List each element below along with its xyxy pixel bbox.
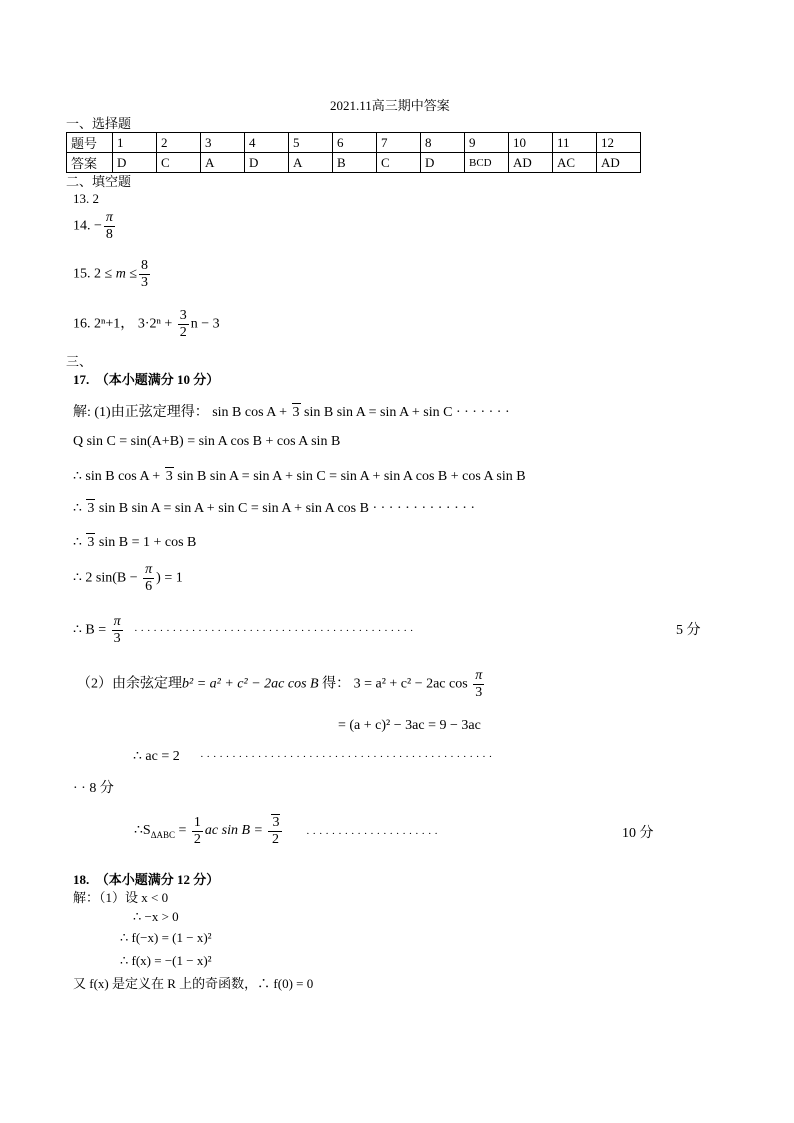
q17-header: 17. （本小题满分 10 分） <box>73 372 220 387</box>
formula: = <box>175 823 190 839</box>
formula: sin B sin A = sin A + sin C <box>300 405 453 420</box>
q14-line <box>73 210 117 243</box>
leader-dots: · · · · · · · · · · · · · <box>372 501 476 516</box>
fraction-numerator: π <box>145 562 153 577</box>
table-header-cell: 答案 <box>67 153 113 173</box>
formula: ∴ <box>73 535 86 550</box>
fraction <box>143 562 154 595</box>
part2-label: （2）由余弦定理 <box>77 676 182 692</box>
fraction <box>112 614 123 647</box>
fraction-numerator: π <box>113 614 121 629</box>
q17-line-4 <box>73 499 475 518</box>
sqrt-radical: 3 <box>165 469 173 484</box>
q16-line <box>73 308 220 341</box>
table-cell: 6 <box>333 133 377 153</box>
table-cell: AD <box>597 153 641 173</box>
formula: sin B sin A = sin A + sin C = sin A + sin A cos B <box>95 501 369 516</box>
formula: sin B sin A = sin A + sin C = sin A + sin A cos B + cos A sin B <box>173 469 526 484</box>
q17-line-9: = (a + c)² − 3ac = 9 − 3ac <box>338 718 481 733</box>
formula: ) = 1 <box>156 570 183 586</box>
table-row-answers <box>67 153 641 173</box>
solution-label: 解: (1)由正弦定理得： <box>73 405 209 420</box>
q17-line-3 <box>73 467 526 486</box>
score-label: 10 分 <box>622 826 654 841</box>
subscript: ΔABC <box>150 830 175 841</box>
q17-line-7 <box>73 614 125 647</box>
table-cell: 10 <box>509 133 553 153</box>
formula: ∴ <box>73 501 86 516</box>
formula: ∴S <box>134 823 151 839</box>
fraction-denominator: 2 <box>179 325 187 340</box>
fraction-denominator: 3 <box>113 631 121 646</box>
sqrt-radical: 3 <box>87 501 95 516</box>
q17-line-1 <box>73 403 510 422</box>
fraction <box>192 815 203 848</box>
sqrt-radical: 3 <box>272 815 280 830</box>
q15-variable: m <box>115 266 126 282</box>
part2-get: 得： <box>318 676 351 692</box>
table-cell: C <box>157 153 201 173</box>
table-cell: C <box>377 153 421 173</box>
table-cell: A <box>289 153 333 173</box>
fraction-numerator: 8 <box>141 258 148 273</box>
q17-line-10: ∴ ac = 2 <box>133 749 180 764</box>
q17-part2-line <box>77 668 486 701</box>
q15-line <box>73 258 152 291</box>
q16-fraction <box>178 308 189 341</box>
score-label: 5 分 <box>676 623 701 638</box>
section-heading-fill: 二、填空题 <box>66 174 132 189</box>
leader-dots: · · · · · · · <box>455 405 510 420</box>
table-cell: D <box>113 153 157 173</box>
table-cell: 12 <box>597 133 641 153</box>
fraction-numerator <box>268 814 282 832</box>
section-heading-solutions: 三、 <box>66 354 93 369</box>
q18-line-5: 又 f(x) 是定义在 R 上的奇函数，∴ f(0) = 0 <box>73 976 314 991</box>
fraction <box>473 668 484 701</box>
table-cell: 9 <box>465 133 509 153</box>
q18-line-3: ∴ f(−x) = (1 − x)² <box>120 930 212 945</box>
fraction-denominator: 2 <box>193 831 201 847</box>
table-row-numbers <box>67 133 641 153</box>
q18-line-2: ∴ −x > 0 <box>133 909 179 924</box>
q16-answer-1: 2ⁿ+1， <box>94 316 135 332</box>
table-cell: 7 <box>377 133 421 153</box>
sqrt-radical: 3 <box>87 535 95 550</box>
q14-sign: − <box>94 218 102 234</box>
fraction-denominator: 8 <box>105 227 113 242</box>
table-cell: D <box>421 153 465 173</box>
fraction-numerator: π <box>475 668 483 683</box>
formula: sin B cos A + <box>212 405 291 420</box>
table-cell: 3 <box>201 133 245 153</box>
leader-dots: · · · · · · · · · · · · · · · · · · · · · · · · · · · · · · · · · · · · · · · · · · · · · · <box>200 751 493 763</box>
table-cell: 11 <box>553 133 597 153</box>
section-heading-choice: 一、选择题 <box>66 116 132 131</box>
table-cell: AD <box>509 153 553 173</box>
fraction-numerator: 3 <box>179 308 187 323</box>
q18-header: 18. （本小题满分 12 分） <box>73 872 220 887</box>
fraction <box>268 814 282 848</box>
table-cell: 8 <box>421 133 465 153</box>
formula: sin B = 1 + cos B <box>95 535 197 550</box>
formula: ac sin B = <box>204 823 267 839</box>
formula: 3 = a² + c² − 2ac cos <box>353 676 472 692</box>
fraction-numerator: 1 <box>193 814 201 830</box>
leader-dots: · · · · · · · · · · · · · · · · · · · · · · · · · · · · · · · · · · · · · · · · · · · · <box>134 625 414 637</box>
q17-line-11: · · 8 分 <box>73 781 114 796</box>
table-cell: 5 <box>289 133 333 153</box>
q17-line-2: Q sin C = sin(A+B) = sin A cos B + cos A sin B <box>73 434 341 449</box>
q14-number: 14. <box>73 218 91 234</box>
q14-fraction <box>104 210 115 243</box>
table-cell: A <box>201 153 245 173</box>
table-cell: AC <box>553 153 597 173</box>
formula: ∴ sin B cos A + <box>73 469 164 484</box>
table-cell: 1 <box>113 133 157 153</box>
answer-table <box>66 132 641 173</box>
q16-answer-2b: n − 3 <box>190 316 220 332</box>
fraction-denominator: 3 <box>475 685 483 700</box>
table-header-cell: 题号 <box>67 133 113 153</box>
leader-dots: · · · · · · · · · · · · · · · · · · · · · <box>306 828 438 840</box>
fraction-denominator: 3 <box>141 275 148 290</box>
formula: b² = a² + c² − 2ac cos B <box>182 676 319 692</box>
fraction-denominator: 2 <box>271 832 279 847</box>
sqrt-radical: 3 <box>292 405 300 420</box>
q17-line-6 <box>73 562 183 595</box>
q18-line-4: ∴ f(x) = −(1 − x)² <box>120 953 212 968</box>
q13-number: 13. <box>73 191 90 206</box>
fraction-denominator: 6 <box>145 579 153 594</box>
q18-line-1: 解：（1）设 x < 0 <box>73 890 169 905</box>
table-cell: B <box>333 153 377 173</box>
fraction-numerator: π <box>105 210 113 225</box>
q16-number: 16. <box>73 316 91 332</box>
table-cell: BCD <box>465 153 509 173</box>
document-title: 2021.11高三期中答案 <box>330 98 450 113</box>
table-cell: 4 <box>245 133 289 153</box>
q15-lead: 2 ≤ <box>94 266 116 282</box>
q15-fraction <box>139 258 150 291</box>
q17-line-5 <box>73 533 196 552</box>
q13-line <box>73 191 99 207</box>
table-cell: D <box>245 153 289 173</box>
q16-answer-2a: 3·2ⁿ + <box>137 316 176 332</box>
formula: ∴ B = <box>73 622 110 638</box>
q15-number: 15. <box>73 266 91 282</box>
q13-answer: 2 <box>92 191 99 206</box>
q15-relation: ≤ <box>125 266 137 282</box>
table-cell: 2 <box>157 133 201 153</box>
q17-line-12 <box>134 814 284 848</box>
formula: ∴ 2 sin(B − <box>73 570 142 586</box>
